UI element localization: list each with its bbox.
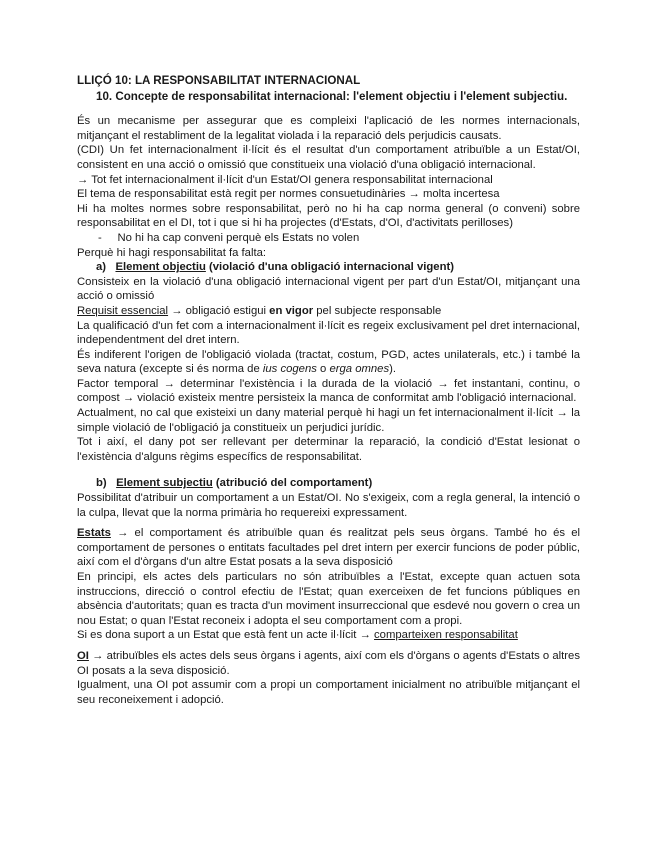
essential-requirement-label: Requisit essencial — [77, 304, 169, 317]
requirements-lead: Perquè hi hagi responsabilitat fa falta: — [77, 246, 267, 259]
support-text: Si es dona suport a un Estat que està fent un acte il·lícit → — [77, 629, 375, 642]
shared-responsibility-label: comparteixen responsabilitat — [374, 629, 518, 642]
essential-requirement-end: pel subjecte responsable — [313, 304, 442, 317]
attribution-paragraph: Possibilitat d'atribuir un comportament a un Estat/OI. No s'exigeix, com a regla general, la intenció o la culpa, llevat que la norma primària ho requereixi expressament. — [77, 492, 580, 519]
section-a-heading — [77, 260, 580, 275]
bullet-item — [77, 231, 580, 246]
customary-norms-paragraph: El tema de responsabilitat està regit per normes consuetudinàries → molta incertesa — [77, 188, 500, 201]
section-a-marker: a) — [96, 261, 107, 274]
damage-relevance-paragraph: Tot i així, el dany pot ser rellevant per determinar la reparació, la condició d'Estat lesionat o l'existència d'alguns règims específics de responsabilitat. — [77, 436, 580, 463]
io-label: OI — [77, 649, 89, 662]
shared-responsibility-paragraph — [77, 628, 580, 643]
lesson-title: LLIÇÓ 10: LA RESPONSABILITAT INTERNACIONAL — [77, 74, 361, 87]
intro-paragraph: És un mecanisme per assegurar que es compleixi l'aplicació de les normes internacionals, mitjançant el restabliment de la legalitat violada i la reparació dels perjudicis causats. — [77, 115, 580, 142]
document-page — [77, 74, 580, 707]
io-adoption-paragraph: Igualment, una OI pot assumir com a propi un comportament inicialment no atribuïble mitjançant el seu reconeixement i adopció. — [77, 679, 580, 706]
section-title: 10. Concepte de responsabilitat internacional: l'element objectiu i l'element subjectiu. — [96, 89, 568, 103]
states-text: → el comportament és atribuïble quan és realitzat pels seus òrgans. També ho és el comportament de persones o entitats facultades pel dret intern per exercir funcions de poder públic, així com el d'òrgans d'un altre Estat posats a la seva disposició — [77, 527, 580, 569]
arrow-statement: → Tot fet internacionalment il·lícit d'un Estat/OI genera responsabilitat internacional — [77, 173, 493, 186]
io-text: → atribuïbles els actes dels seus òrgans i agents, així com els d'òrgans o agents d'Estats o altres OI posats a la seva disposició. — [77, 649, 580, 677]
io-paragraph — [77, 649, 580, 678]
states-label: Estats — [77, 527, 111, 540]
essential-requirement — [77, 304, 580, 319]
section-b-marker: b) — [96, 477, 107, 490]
erga-omnes-term: erga omnes — [329, 363, 390, 376]
origin-end: ). — [389, 363, 397, 376]
section-b-heading-rest: (atribució del comportament) — [212, 477, 373, 490]
origin-connector: o — [316, 363, 330, 376]
qualification-paragraph: La qualificació d'un fet com a internacionalment il·lícit es regeix exclusivament pel dret internacional, independentment del dret intern. — [77, 319, 580, 347]
definition-paragraph: (CDI) Un fet internacionalment il·lícit és el resultat d'un comportament atribuïble a un Estat/OI, consistent en una acció o omissió que constitueix una violació d'una obligació internacional. — [77, 144, 580, 171]
bullet-dash: - — [98, 231, 118, 244]
private-acts-paragraph: En principi, els actes dels particulars no són atribuïbles a l'Estat, excepte quan actuen sota instruccions, direcció o control efectiu de l'Estat; quan exerceixen de fet funcions públiques en absència d'autoritats; quan es tracta d'un moviment insurreccional que esdevé nou govern o crea un nou Estat; o quan l'Estat reconeix i adopta el seu comportament com a propi. — [77, 571, 580, 627]
essential-requirement-bold: en vigor — [269, 304, 314, 317]
section-a-heading-label: Element objectiu — [115, 261, 206, 274]
section-a-heading-rest: (violació d'una obligació internacional vigent) — [205, 261, 454, 274]
section-b-heading-label: Element subjectiu — [116, 477, 213, 490]
origin-paragraph — [77, 348, 580, 377]
objective-element-paragraph: Consisteix en la violació d'una obligació internacional vigent per part d'un Estat/OI, mitjançant una acció o omissió — [77, 275, 580, 303]
section-b-heading — [77, 476, 580, 491]
bullet-text: No hi ha cap conveni perquè els Estats no volen — [117, 231, 360, 244]
damage-paragraph: Actualment, no cal que existeixi un dany material perquè hi hagi un fet internacionalment il·lícit → la simple violació de l'obligació ja constitueix un perjudici jurídic. — [77, 407, 580, 434]
essential-requirement-mid: → obligació estigui — [168, 304, 270, 317]
states-paragraph — [77, 526, 580, 570]
origin-text: És indiferent l'origen de l'obligació violada (tractat, costum, PGD, actes unilaterals, etc.) i també la seva natura (excepte si és norma de — [77, 348, 580, 376]
projects-paragraph: Hi ha moltes normes sobre responsabilitat, però no hi ha cap norma general (o conveni) sobre responsabilitat en el DI, tot i que si hi ha projectes (d'Estats, d'OI, d'activitats perilloses) — [77, 202, 580, 230]
temporal-factor-paragraph: Factor temporal → determinar l'existència i la durada de la violació → fet instantani, continu, o compost → violació existeix mentre persisteix la manca de conformitat amb l'obligació internacional. — [77, 377, 580, 405]
ius-cogens-term: ius cogens — [262, 363, 317, 376]
